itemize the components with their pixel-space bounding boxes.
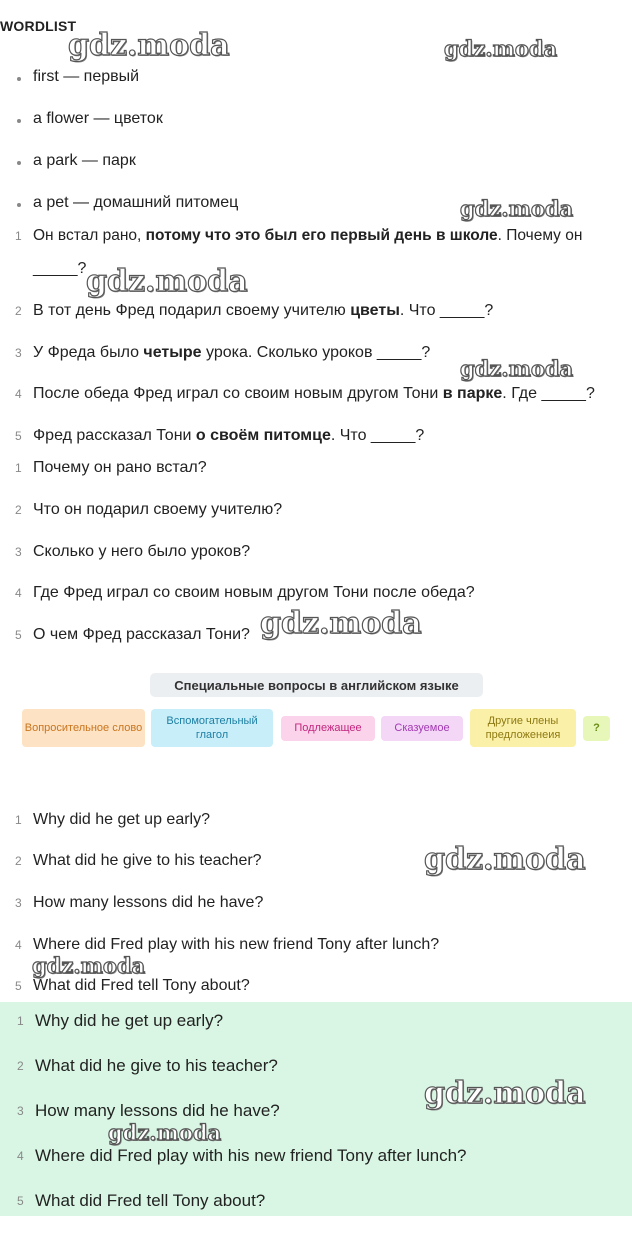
item-number: 1 <box>17 1014 24 1028</box>
wordlist-item: a flower — цветок <box>33 110 163 127</box>
english-question: Why did he get up early? <box>33 811 210 828</box>
item-number: 5 <box>15 429 22 443</box>
wordlist-heading: WORDLIST <box>0 18 77 34</box>
answer-question: What did Fred tell Tony about? <box>35 1191 266 1210</box>
tag-question-mark: ? <box>583 716 610 741</box>
sentence: Он встал рано, потому что это был его первый день в школе. Почему он <box>33 227 583 244</box>
item-number: 2 <box>15 304 22 318</box>
english-question: What did Fred tell Tony about? <box>33 977 250 994</box>
item-number: 1 <box>15 229 22 243</box>
item-number: 5 <box>15 979 22 993</box>
item-number: 3 <box>17 1104 24 1118</box>
watermark: gdz.moda <box>444 36 558 61</box>
bullet-icon <box>17 119 21 123</box>
english-question: Where did Fred play with his new friend Tony after lunch? <box>33 936 440 953</box>
item-number: 3 <box>15 545 22 559</box>
watermark: gdz.moda <box>424 842 586 877</box>
watermark: gdz.moda <box>86 264 248 299</box>
answer-question: What did he give to his teacher? <box>35 1056 278 1075</box>
item-number: 1 <box>15 813 22 827</box>
tag-auxiliary-verb: Вспомогательный глагол <box>151 709 273 747</box>
diagram-title: Специальные вопросы в английском языке <box>150 673 483 697</box>
watermark: gdz.moda <box>68 28 230 63</box>
english-question: What did he give to his teacher? <box>33 852 262 869</box>
item-number: 2 <box>15 854 22 868</box>
answer-question: Where did Fred play with his new friend Tony after lunch? <box>35 1146 467 1165</box>
item-number: 5 <box>17 1194 24 1208</box>
russian-question: Сколько у него было уроков? <box>33 543 251 560</box>
item-number: 4 <box>15 387 22 401</box>
wordlist-item: a park — парк <box>33 152 136 169</box>
wordlist-item: first — первый <box>33 68 140 85</box>
russian-question: Почему он рано встал? <box>33 459 207 476</box>
russian-question: О чем Фред рассказал Тони? <box>33 626 250 643</box>
wordlist-item: a pet — домашний питомец <box>33 194 239 211</box>
english-question: How many lessons did he have? <box>33 894 264 911</box>
bullet-icon <box>17 203 21 207</box>
watermark: gdz.moda <box>460 356 574 381</box>
tag-other-members: Другие члены предложенеия <box>470 709 576 747</box>
item-number: 3 <box>15 896 22 910</box>
item-number: 2 <box>17 1059 24 1073</box>
bullet-icon <box>17 161 21 165</box>
sentence-continuation: _____? <box>33 260 87 277</box>
item-number: 4 <box>17 1149 24 1163</box>
sentence: Фред рассказал Тони о своём питомце. Что _____? <box>33 427 425 444</box>
item-number: 1 <box>15 461 22 475</box>
sentence: У Фреда было четыре урока. Сколько уроков _____? <box>33 344 431 361</box>
item-number: 2 <box>15 503 22 517</box>
watermark: gdz.moda <box>424 1076 586 1111</box>
watermark: gdz.moda <box>260 606 422 641</box>
watermark: gdz.moda <box>108 1120 222 1145</box>
bullet-icon <box>17 77 21 81</box>
item-number: 5 <box>15 628 22 642</box>
sentence: После обеда Фред играл со своим новым другом Тони в парке. Где _____? <box>33 385 595 402</box>
answer-question: Why did he get up early? <box>35 1011 224 1030</box>
tag-predicate: Сказуемое <box>381 716 463 741</box>
item-number: 4 <box>15 938 22 952</box>
tag-subject: Подлежащее <box>281 716 375 741</box>
watermark: gdz.moda <box>460 196 574 221</box>
item-number: 3 <box>15 346 22 360</box>
item-number: 4 <box>15 586 22 600</box>
sentence: В тот день Фред подарил своему учителю цветы. Что _____? <box>33 302 494 319</box>
answer-question: How many lessons did he have? <box>35 1101 280 1120</box>
russian-question: Где Фред играл со своим новым другом Тони после обеда? <box>33 584 475 601</box>
watermark: gdz.moda <box>32 953 146 978</box>
tag-question-word: Вопросительное слово <box>22 709 145 747</box>
russian-question: Что он подарил своему учителю? <box>33 501 283 518</box>
